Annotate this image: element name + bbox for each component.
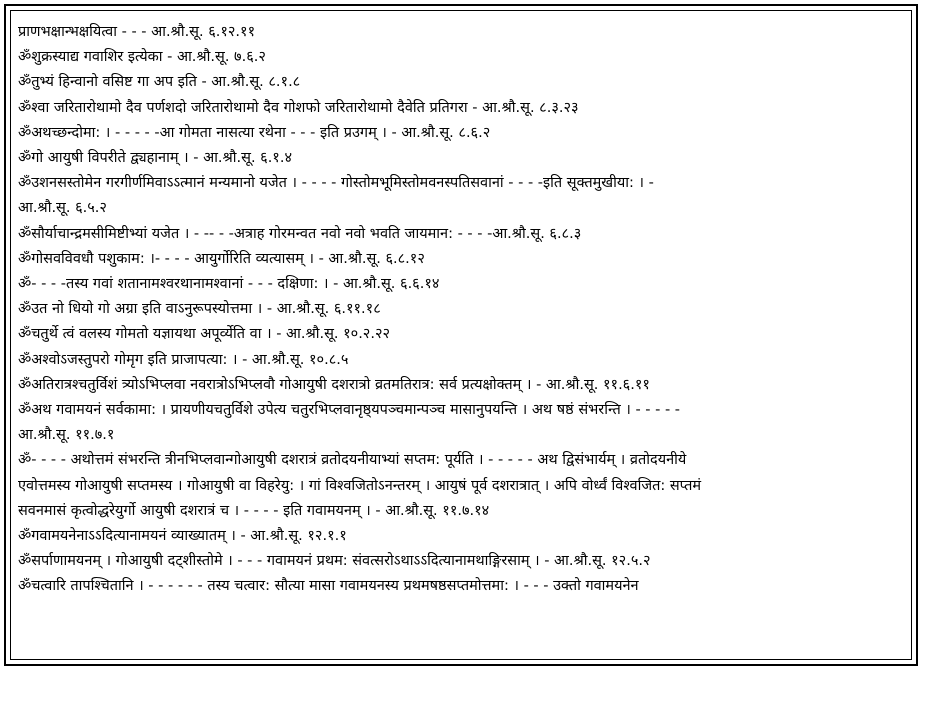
text-line: ॐउत नो धियो गो अग्रा इति वाऽनुरूपस्योत्तमा । - आ.श्रौ.सू. ६.११.१८ <box>18 301 381 318</box>
text-line: ॐसौर्याचान्द्रमसीमिष्टीभ्यां यजेत । - -- - -अत्राह गोरमन्वत नवो नवो भवति जायमान: - - - -आ.श्रौ.सू. ६.८.३ <box>18 225 582 242</box>
text-line: सवनमासं कृत्वोद्धरेयुर्गो आयुषी दशरात्रं च । - - - - इति गवामयनम् । - आ.श्रौ.सू. ११.७.१४ <box>18 502 490 519</box>
text-content <box>18 20 908 600</box>
text-line: ॐचतुर्थे त्वं वलस्य गोमतो यज्ञायथा अपूर्व्येति वा । - आ.श्रौ.सू. १०.२.२२ <box>18 326 391 343</box>
text-line: ॐचत्वारि तापश्चितानि । - - - - - - तस्य चत्वार: सौत्या मासा गवामयनस्य प्रथमषष्ठसप्तमोत्तमा: । - - - उक्तो गवामयनेन <box>18 578 639 595</box>
page-border <box>4 4 918 666</box>
text-line: ॐअतिरात्रश्चतुर्विशं त्र्योऽभिप्लवा नवरात्रोऽभिप्लवौ गोआयुषी दशरात्रो व्रतमतिरात्र: सर्व प्रत्यक्षोक्तम् । - आ.श्रौ.सू. ११.६.११ <box>18 376 650 393</box>
text-line: ॐअश्वोऽजस्तुपरो गोमृग इति प्राजापत्या: । - आ.श्रौ.सू. १०.८.५ <box>18 351 349 368</box>
text-line: ॐश्वा जरितारोथामो दैव पर्णशदो जरितारोथामो दैव गोशफो जरितारोथामो दैवेति प्रतिगरा - आ.श्रौ.सू. ८.३.२३ <box>18 99 579 116</box>
text-line: ॐसर्पाणामयनम् । गोआयुषी दट्शीस्तोमे । - - - गवामयनं प्रथम: संवत्सरोऽथाऽऽदित्यानामथाङ्गिरसाम् । - आ.श्रौ.सू. १२.५.२ <box>18 553 651 570</box>
text-line: ॐअथ गवामयनं सर्वकामा: । प्रायणीयचतुर्विशे उपेत्य चतुरभिप्लवानृष्ठ्यपञ्चमान्पञ्च मासानुपयन्ति । अथ षष्ठं संभरन्ति । - - - - - <box>18 402 681 419</box>
text-line: ॐगोसवविवधौ पशुकाम: ।- - - - आयुर्गोरिति व्यत्यासम् । - आ.श्रौ.सू. ६.८.१२ <box>18 250 425 267</box>
text-line: प्राणभक्षान्भक्षयित्वा - - - आ.श्रौ.सू. ६.१२.११ <box>18 24 256 40</box>
text-line: ॐशुक्रस्याद्य गवाशिर इत्येका - आ.श्रौ.सू. ७.६.२ <box>18 49 266 66</box>
text-line: ॐतुभ्यं हिन्वानो वसिष्ट गा अप इति - आ.श्रौ.सू. ८.१.८ <box>18 74 301 91</box>
text-line: आ.श्रौ.सू. ११.७.१ <box>18 427 115 444</box>
text-line: ॐगो आयुषी विपरीते द्व्यहानाम् । - आ.श्रौ.सू. ६.१.४ <box>18 150 292 167</box>
text-line: ॐ- - - -तस्य गवां शतानामश्वरथानामश्वानां - - - दक्षिणा: । - आ.श्रौ.सू. ६.६.१४ <box>18 276 440 293</box>
text-line: ॐउशनसस्तोमेन गरगीर्णमिवाऽऽत्मानं मन्यमानो यजेत । - - - - गोस्तोमभूमिस्तोमवनस्पतिसवानां - - - -इति सूक्तमुखीया: । - <box>18 175 654 192</box>
text-line: ॐअथच्छन्दोमा: । - - - - -आ गोमता नासत्या रथेना - - - इति प्रउगम् । - आ.श्रौ.सू. ८.६.२ <box>18 124 491 141</box>
text-line: एवोत्तमस्य गोआयुषी सप्तमस्य । गोआयुषी वा विहरेयु: । गां विश्वजितोऽनन्तरम् । आयुषं पूर्व दशरात्रात् । अपि वोर्ध्वं विश्वजित: सप्तमं <box>18 477 702 494</box>
text-line: ॐगवामयनेनाऽऽदित्यानामयनं व्याख्यातम् । - आ.श्रौ.सू. १२.१.१ <box>18 528 347 545</box>
text-line: आ.श्रौ.सू. ६.५.२ <box>18 200 107 217</box>
text-line: ॐ- - - - अथोत्तमं संभरन्ति त्रीनभिप्लवान्गोआयुषी दशरात्रं व्रतोदयनीयाभ्यां सप्तम: पूर्यति । - - - - - अथ द्विसंभार्यम् । व्रतोदयनीये <box>18 452 687 469</box>
